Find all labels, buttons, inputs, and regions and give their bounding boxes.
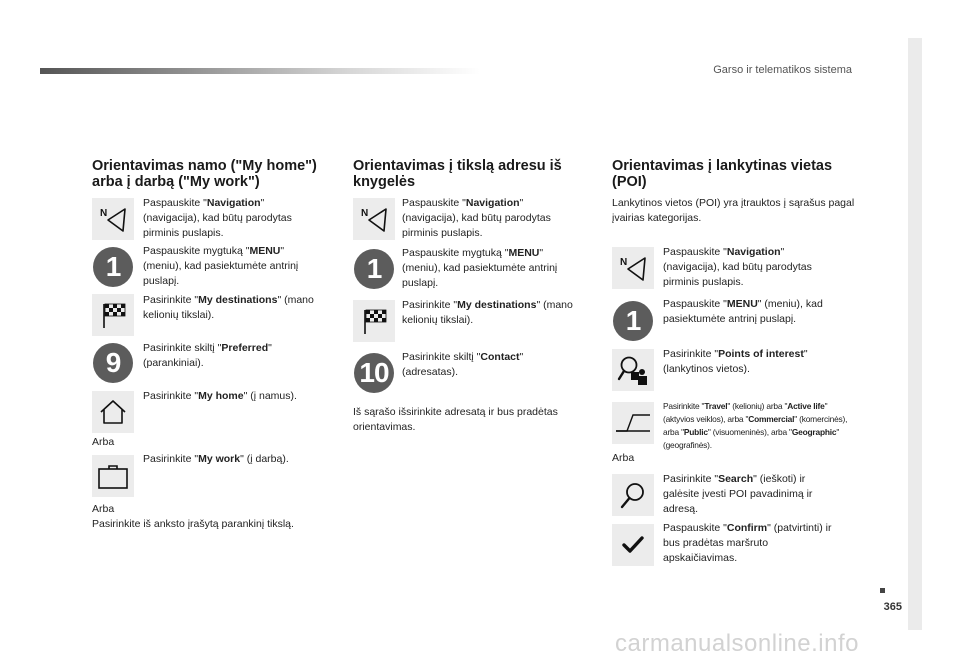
col1-step-navigation: Paspauskite "Navigation" (navigacija), kad būtų parodytas pirminis puslapis. <box>143 197 292 239</box>
col1-step-menu: Paspauskite mygtuką "MENU" (meniu), kad pasiektumėte antrinį puslapį. <box>143 245 299 287</box>
col1-step-my-work: Pasirinkite "My work" (į darbą). <box>143 453 289 465</box>
page-number: 365 <box>883 601 902 613</box>
watermark: carmanualsonline.info <box>615 630 859 657</box>
header-gradient-bar <box>40 68 480 74</box>
col1-footer: Pasirinkite iš anksto įrašytą parankinį tikslą. <box>92 518 294 530</box>
page-marker <box>880 588 885 593</box>
category-tabs-icon <box>612 402 654 444</box>
step-badge-1: 1 <box>353 248 395 290</box>
col3-intro: Lankytinos vietos (POI) yra įtrauktos į sąrašus pagal įvairias kategorijas. <box>612 197 855 224</box>
col3-step-menu: Paspauskite "MENU" (meniu), kad pasiektumėte antrinį puslapį. <box>663 298 823 325</box>
checkered-flag-icon <box>92 294 134 336</box>
navigation-arrow-icon <box>612 247 654 289</box>
side-strip <box>908 38 922 630</box>
col2-step-menu: Paspauskite mygtuką "MENU" (meniu), kad pasiektumėte antrinį puslapį. <box>402 247 558 289</box>
step-badge-1: 1 <box>612 300 654 342</box>
col2-heading: Orientavimas į tikslą adresu iš knygelės <box>353 158 562 190</box>
step-badge-1: 1 <box>92 246 134 288</box>
col1-step-destinations: Pasirinkite "My destinations" (mano kelionių tikslai). <box>143 294 314 321</box>
col3-step-poi: Pasirinkite "Points of interest" (lankytinos vietos). <box>663 348 808 375</box>
step-badge-9: 9 <box>92 342 134 384</box>
col2-step-navigation: Paspauskite "Navigation" (navigacija), kad būtų parodytas pirminis puslapis. <box>402 197 551 239</box>
step-badge-10: 10 <box>353 352 395 394</box>
magnifier-icon <box>612 474 654 516</box>
col3-step-categories: Pasirinkite "Travel" (kelionių) arba "Active life" (aktyvios veiklos), arba "Commercial" (komercinės), arba "Public" (visuomeninės), arba "Geographic" (geografinės). <box>663 401 848 450</box>
checkered-flag-icon <box>353 300 395 342</box>
poi-search-icon <box>612 349 654 391</box>
col1-or-1: Arba <box>92 436 115 448</box>
home-icon <box>92 391 134 433</box>
col3-heading: Orientavimas į lankytinas vietas (POI) <box>612 158 833 190</box>
col3-step-confirm: Paspauskite "Confirm" (patvirtinti) ir bus pradėtas maršruto apskaičiavimas. <box>663 522 832 564</box>
svg-text:N: N <box>100 208 108 219</box>
col2-footer: Iš sąrašo išsirinkite adresatą ir bus pradėtas orientavimas. <box>353 406 558 433</box>
col1-step-my-home: Pasirinkite "My home" (į namus). <box>143 390 297 402</box>
navigation-arrow-icon <box>92 198 134 240</box>
checkmark-icon <box>612 524 654 566</box>
svg-text:N: N <box>620 257 628 268</box>
svg-text:N: N <box>361 208 369 219</box>
col1-heading: Orientavimas namo ("My home") arba į darbą ("My work") <box>92 158 317 190</box>
col3-or: Arba <box>612 452 635 464</box>
col1-or-2: Arba <box>92 503 115 515</box>
col2-step-destinations: Pasirinkite "My destinations" (mano kelionių tikslai). <box>402 299 573 326</box>
navigation-arrow-icon <box>353 198 395 240</box>
col3-step-navigation: Paspauskite "Navigation" (navigacija), kad būtų parodytas pirminis puslapis. <box>663 246 812 288</box>
col1-step-preferred: Pasirinkite skiltį "Preferred" (parankiniai). <box>143 342 272 369</box>
briefcase-icon <box>92 455 134 497</box>
header-title: Garso ir telematikos sistema <box>713 64 852 76</box>
col3-step-search: Pasirinkite "Search" (ieškoti) ir galėsite įvesti POI pavadinimą ir adresą. <box>663 473 813 515</box>
col2-step-contact: Pasirinkite skiltį "Contact" (adresatas). <box>402 351 524 378</box>
